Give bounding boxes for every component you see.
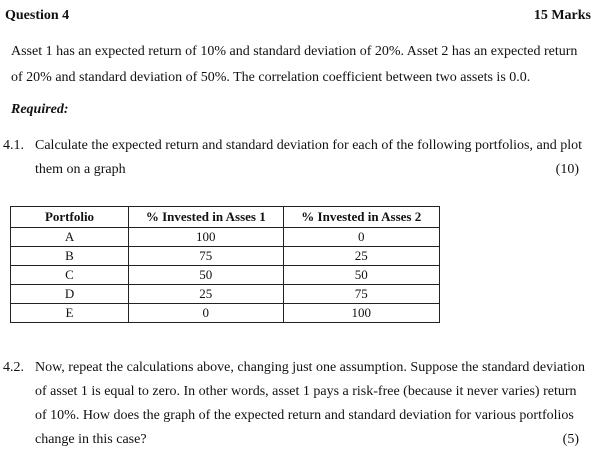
question-marks-value: (10)	[555, 162, 579, 177]
intro-line: of 20% and standard deviation of 50%. The correlation coefficient between two assets is 0.0.	[11, 70, 531, 85]
asset2-cell: 25	[283, 247, 439, 266]
portfolio-cell: E	[11, 304, 129, 323]
asset1-cell: 0	[129, 304, 283, 323]
question-line: Now, repeat the calculations above, changing just one assumption. Suppose the standard deviation	[35, 360, 586, 375]
question-marks-value: (5)	[562, 432, 579, 447]
asset1-cell: 100	[129, 228, 283, 247]
portfolio-cell: A	[11, 228, 129, 247]
portfolio-cell: D	[11, 285, 129, 304]
question-title: Question 4	[5, 8, 70, 23]
portfolio-table	[10, 206, 440, 323]
asset1-cell: 50	[129, 266, 283, 285]
asset2-cell: 0	[283, 228, 439, 247]
column-header: % Invested in Asses 1	[129, 207, 283, 228]
question-line: them on a graph	[35, 162, 126, 177]
asset2-cell: 100	[283, 304, 439, 323]
table-header-row	[11, 207, 440, 228]
column-header: Portfolio	[11, 207, 129, 228]
question-number: 4.2.	[3, 360, 24, 375]
question-line: of asset 1 is equal to zero. In other words, asset 1 pays a risk-free (because it never varies) return	[35, 384, 577, 399]
asset1-cell: 25	[129, 285, 283, 304]
table-row	[11, 228, 440, 247]
table-row	[11, 304, 440, 323]
asset2-cell: 50	[283, 266, 439, 285]
required-label: Required:	[11, 102, 69, 117]
question-number: 4.1.	[3, 138, 24, 153]
portfolio-cell: C	[11, 266, 129, 285]
intro-line: Asset 1 has an expected return of 10% and standard deviation of 20%. Asset 2 has an expected return	[11, 44, 578, 59]
table-row	[11, 266, 440, 285]
table-row	[11, 247, 440, 266]
asset1-cell: 75	[129, 247, 283, 266]
table-row	[11, 285, 440, 304]
question-line: of 10%. How does the graph of the expected return and standard deviation for various portfolios	[35, 408, 574, 423]
column-header: % Invested in Asses 2	[283, 207, 439, 228]
asset2-cell: 75	[283, 285, 439, 304]
question-line: change in this case?	[35, 432, 147, 447]
portfolio-cell: B	[11, 247, 129, 266]
question-line: Calculate the expected return and standard deviation for each of the following portfolios, and plot	[35, 138, 582, 153]
question-marks: 15 Marks	[533, 8, 591, 23]
